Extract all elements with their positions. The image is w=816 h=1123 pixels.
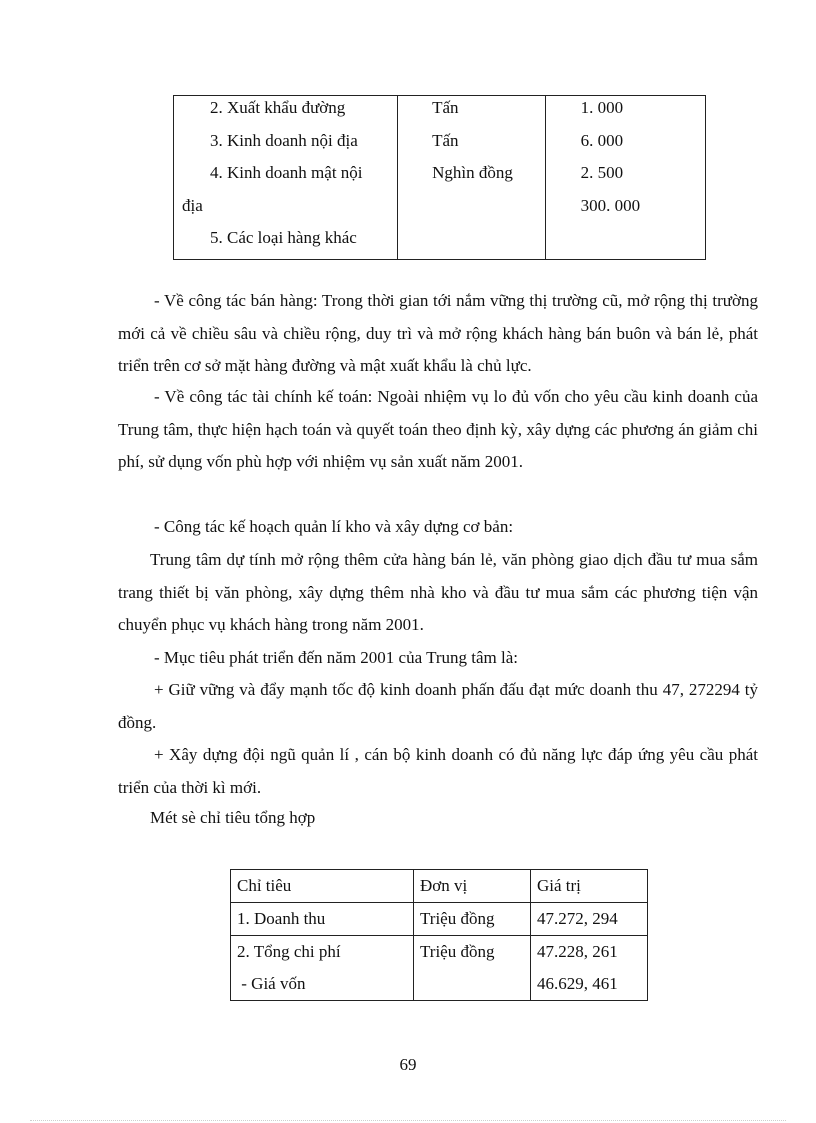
paragraph-goal-staff: + Xây dựng đội ngũ quản lí , cán bộ kinh doanh có đủ năng lực đáp ứng yêu cầu phát triển của thời kì mới. (118, 745, 758, 797)
paragraph-goal-revenue: + Giữ vững và đẩy mạnh tốc độ kinh doanh phấn đấu đạt mức doanh thu 47, 272294 tỷ đồng. (118, 680, 758, 732)
top-row-1-unit: Tấn (432, 98, 459, 117)
paragraph-planning-heading: - Công tác kế hoạch quản lí kho và xây dựng cơ bản: (154, 517, 514, 536)
top-row-3-item-b: địa (182, 195, 203, 215)
summary-row-2-value-a: 47.228, 261 (537, 942, 618, 961)
top-row-2-unit: Tấn (432, 130, 459, 150)
top-table-col-item (174, 96, 398, 260)
summary-row-1-unit: Triệu đồng (414, 903, 531, 936)
summary-header-unit: Đơn vị (414, 870, 531, 903)
summary-row-1-item: 1. Doanh thu (231, 903, 414, 936)
top-row-4-item: 5. Các loại hàng khác (210, 228, 357, 247)
top-row-4-unit (398, 226, 545, 259)
top-row-1-value: 1. 000 (580, 98, 624, 117)
top-table-col-value (545, 96, 705, 260)
top-row-3-item-a: 4. Kinh doanh mật nội (210, 163, 363, 182)
summary-row-2-value-cell (531, 936, 648, 1001)
paragraph-sales: - Về công tác bán hàng: Trong thời gian tới nắm vững thị trường cũ, mở rộng thị trường mới cả về chiều sâu và chiều rộng, duy trì và mở rộng khách hàng bán buôn và bán lẻ, phát triển trên cơ sở mặt hàng đường và mật xuất khẩu là chủ lực. (118, 291, 758, 376)
summary-row-2-unit: Triệu đồng (414, 936, 531, 1001)
summary-header-row (231, 870, 648, 903)
summary-row-2-item-b: - Giá vốn (237, 974, 306, 993)
summary-header-item: Chỉ tiêu (231, 870, 414, 903)
top-row-3-value-b: 300. 000 (580, 195, 641, 215)
summary-row-cost (231, 936, 648, 1001)
page-number: 69 (399, 1055, 417, 1074)
top-row-2-value: 6. 000 (580, 130, 624, 150)
top-row-3-value-a: 2. 500 (580, 163, 624, 182)
top-row-2-item: 3. Kinh doanh nội địa (210, 130, 358, 150)
footer-divider (30, 1120, 786, 1121)
summary-row-1-value: 47.272, 294 (531, 903, 648, 936)
top-row-4-value (546, 226, 705, 259)
summary-header-value: Giá trị (531, 870, 648, 903)
summary-row-2-item-cell (231, 936, 414, 1001)
summary-table (230, 869, 648, 1001)
top-row-1-item: 2. Xuất khẩu đường (210, 98, 346, 117)
paragraph-planning-body: Trung tâm dự tính mở rộng thêm cửa hàng bán lẻ, văn phòng giao dịch đầu tư mua sắm trang thiết bị văn phòng, xây dựng thêm nhà kho và đầu tư mua sắm các phương tiện vận chuyển phục vụ khách hàng trong năm 2001. (118, 550, 758, 635)
top-table-col-unit (398, 96, 546, 260)
paragraph-summary-label: Mét sè chỉ tiêu tổng hợp (150, 808, 316, 827)
paragraph-goals-heading: - Mục tiêu phát triển đến năm 2001 của Trung tâm là: (154, 648, 519, 667)
top-table (173, 95, 706, 260)
top-row-3-unit: Nghìn đồng (432, 163, 513, 182)
summary-row-2-value-b: 46.629, 461 (537, 974, 618, 993)
paragraph-finance: - Về công tác tài chính kế toán: Ngoài nhiệm vụ lo đủ vốn cho yêu cầu kinh doanh của Trung tâm, thực hiện hạch toán và quyết toán theo định kỳ, xây dựng các phương án giảm chi phí, sử dụng vốn phù hợp với nhiệm vụ sản xuất năm 2001. (118, 387, 758, 472)
summary-row-revenue (231, 903, 648, 936)
summary-row-2-item-a: 2. Tổng chi phí (237, 942, 341, 961)
